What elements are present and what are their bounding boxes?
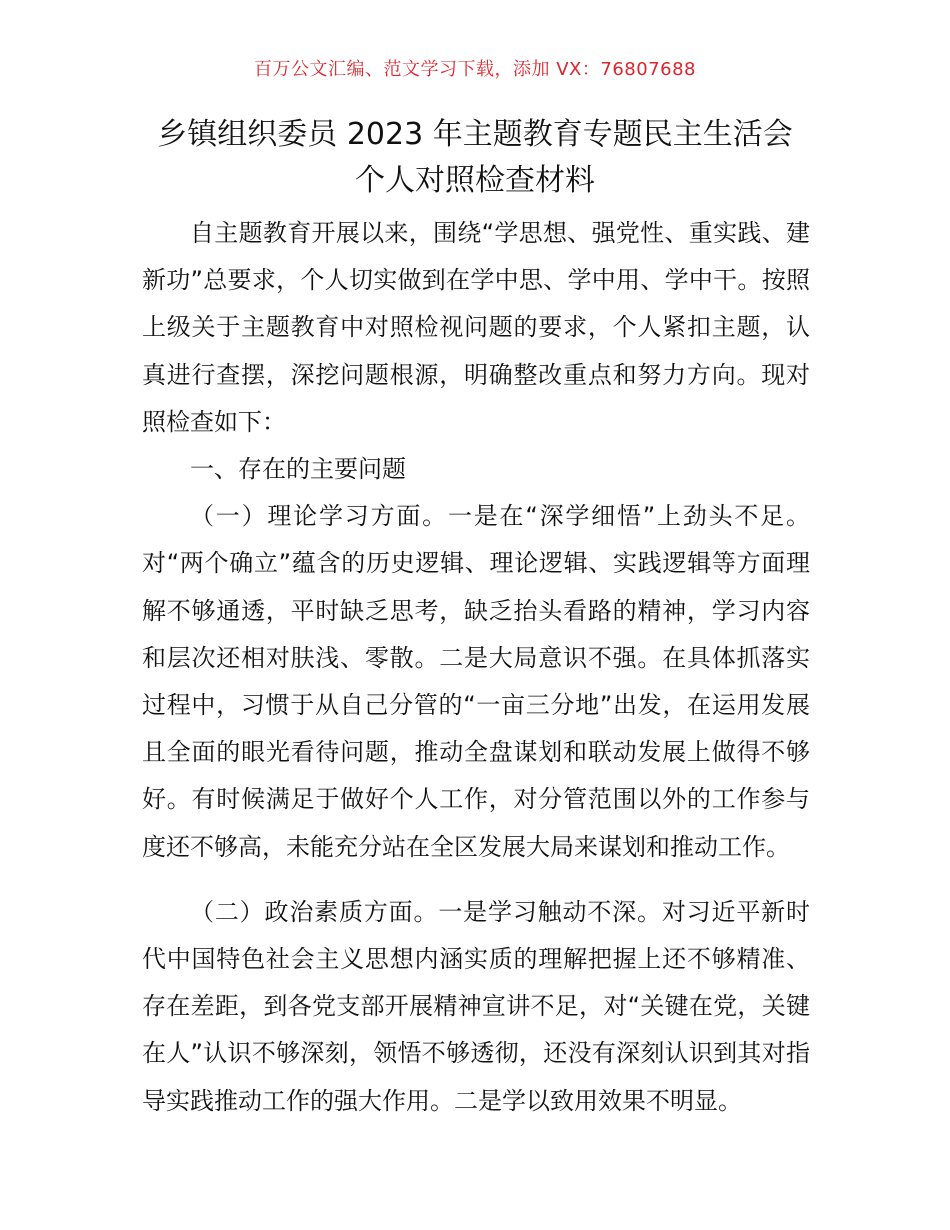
document-body (142, 210, 810, 1125)
paragraph-political-quality: （二）政治素质方面。一是学习触动不深。对习近平新时代中国特色社会主义思想内涵实质的理解把握上还不够精准、存在差距，到各党支部开展精神宣讲不足，对“关键在党，关键在人”认识不够深刻，领悟不够透彻，还没有深刻认识到其对指导实践推动工作的强大作用。二是学以致用效果不明显。 (142, 897, 810, 1115)
title-line-2: 个人对照检查材料 (355, 163, 595, 198)
section-heading: 一、存在的主要问题 (190, 455, 406, 484)
title-line-1: 乡镇组织委员 2023 年主题教育专题民主生活会 (157, 117, 793, 152)
header-watermark-note: 百万公文汇编、范文学习下载，添加 VX：76807688 (254, 59, 696, 80)
paragraph-intro: 自主题教育开展以来，围绕“学思想、强党性、重实践、建新功”总要求，个人切实做到在学中思、学中用、学中干。按照上级关于主题教育中对照检视问题的要求，个人紧扣主题，认真进行查摆，深挖问题根源，明确整改重点和努力方向。现对照检查如下： (142, 219, 810, 436)
paragraph-theory-study: （一）理论学习方面。一是在“深学细悟”上劲头不足。对“两个确立”蕴含的历史逻辑、理论逻辑、实践逻辑等方面理解不够通透，平时缺乏思考，缺乏抬头看路的精神，学习内容和层次还相对肤浅、零散。二是大局意识不强。在具体抓落实过程中，习惯于从自己分管的“一亩三分地”出发，在运用发展且全面的眼光看待问题，推动全盘谋划和联动发展上做得不够好。有时候满足于做好个人工作，对分管范围以外的工作参与度还不够高，未能充分站在全区发展大局来谋划和推动工作。 (142, 502, 810, 861)
document-title (0, 112, 950, 204)
